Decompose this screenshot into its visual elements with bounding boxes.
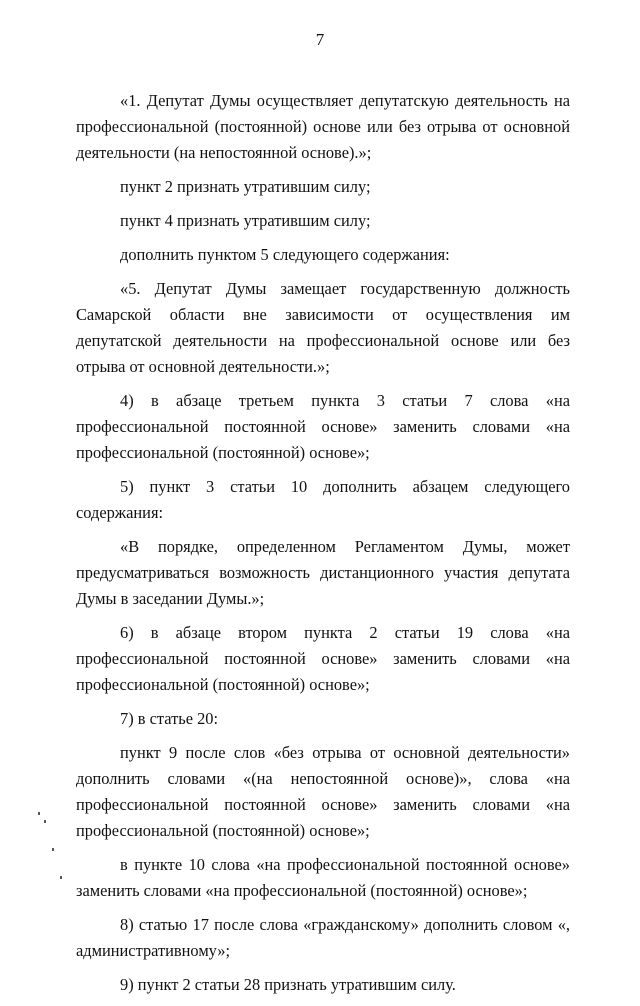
- scan-speck: [38, 812, 40, 815]
- scan-speck: [52, 848, 54, 851]
- paragraph-10: 7) в статье 20:: [120, 709, 219, 728]
- scan-speck: [60, 876, 62, 879]
- page-number: 7: [315, 30, 325, 49]
- paragraph-11: пункт 9 после слов «без отрыва от основной деятельности» дополнить словами «(на непостоянной основе)», слова «на профессиональной постоянной основе» заменить словами «на профессиональной (постоянной) основе»;: [76, 743, 570, 840]
- paragraph-13: 8) статью 17 после слова «гражданскому» дополнить словом «, административному»;: [76, 915, 570, 960]
- scan-speck: [44, 820, 46, 823]
- paragraph-4: дополнить пунктом 5 следующего содержания:: [120, 245, 450, 264]
- paragraph-7: 5) пункт 3 статьи 10 дополнить абзацем следующего содержания:: [76, 477, 570, 522]
- paragraph-1: «1. Депутат Думы осуществляет депутатскую деятельность на профессиональной (постоянной) основе или без отрыва от основной деятельности (на непостоянной основе).»;: [76, 91, 570, 162]
- paragraph-12: в пункте 10 слова «на профессиональной постоянной основе» заменить словами «на профессиональной (постоянной) основе»;: [76, 855, 570, 900]
- document-body: [76, 88, 570, 1006]
- paragraph-9: 6) в абзаце втором пункта 2 статьи 19 слова «на профессиональной постоянной основе» заменить словами «на профессиональной (постоянной) основе»;: [76, 623, 570, 694]
- paragraph-6: 4) в абзаце третьем пункта 3 статьи 7 слова «на профессиональной постоянной основе» заменить словами «на профессиональной (постоянной) основе»;: [76, 391, 570, 462]
- paragraph-5: «5. Депутат Думы замещает государственную должность Самарской области вне зависимости от осуществления им депутатской деятельности на профессиональной основе или без отрыва от основной деятельности.»;: [76, 279, 570, 376]
- paragraph-14: 9) пункт 2 статьи 28 признать утратившим силу.: [120, 975, 456, 994]
- paragraph-3: пункт 4 признать утратившим силу;: [120, 211, 371, 230]
- paragraph-2: пункт 2 признать утратившим силу;: [120, 177, 371, 196]
- paragraph-8: «В порядке, определенном Регламентом Думы, может предусматриваться возможность дистанционного участия депутата Думы в заседании Думы.»;: [76, 537, 570, 608]
